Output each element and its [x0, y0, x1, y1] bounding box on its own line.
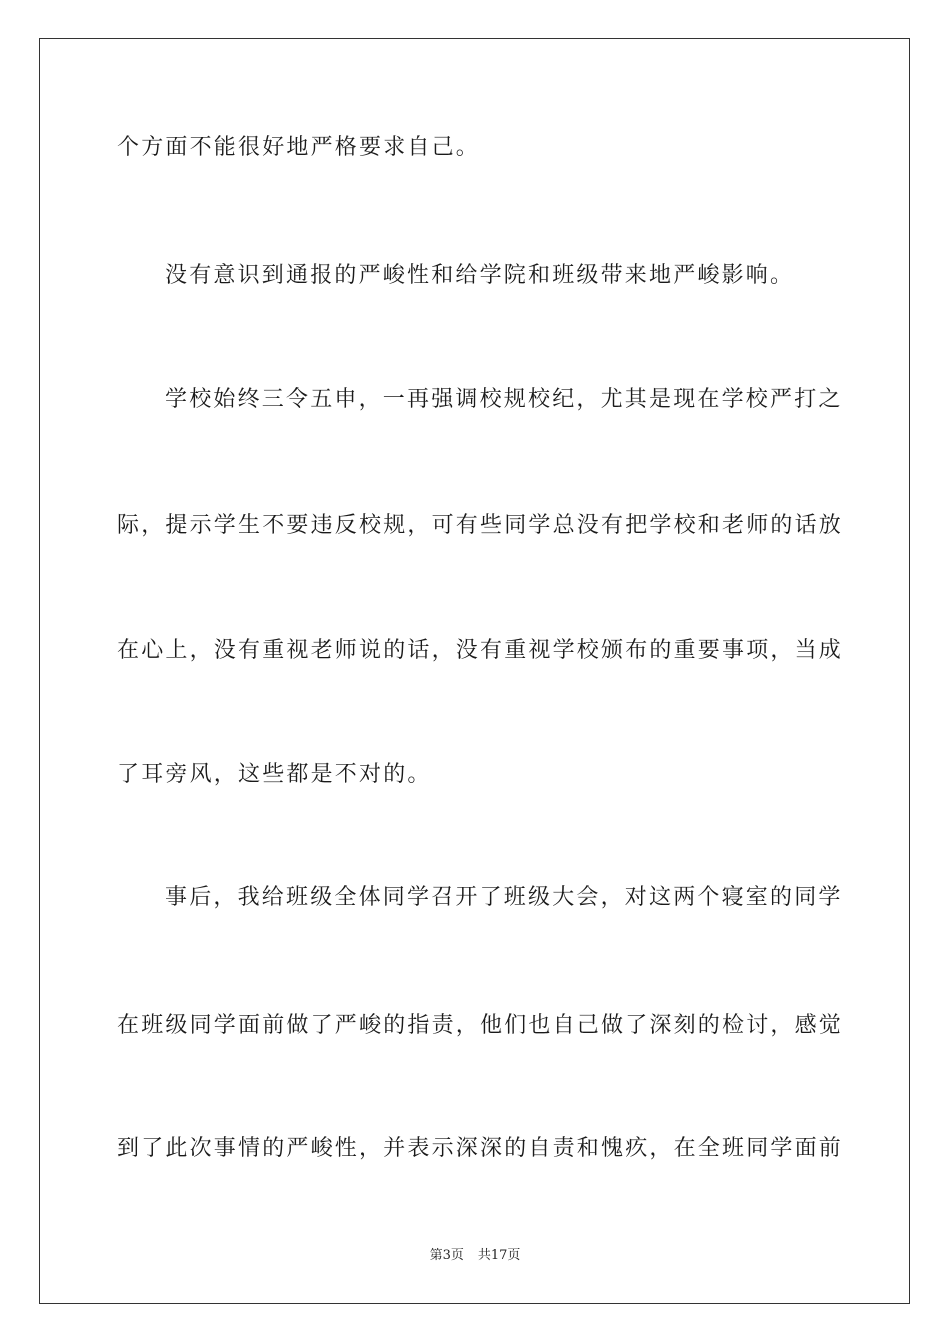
- total-pages: 共17页: [477, 1248, 521, 1263]
- page-number: 第3页: [429, 1248, 464, 1263]
- text-line: 际，提示学生不要违反校规，可有些同学总没有把学校和老师的话放: [117, 513, 844, 538]
- text-line: 学校始终三令五申，一再强调校规校纪，尤其是现在学校严打之: [165, 387, 843, 412]
- page-footer: [0, 1244, 950, 1263]
- text-line: 事后，我给班级全体同学召开了班级大会，对这两个寝室的同学: [165, 885, 843, 910]
- text-line: 了耳旁风，这些都是不对的。: [117, 762, 432, 787]
- text-line: 没有意识到通报的严峻性和给学院和班级带来地严峻影响。: [165, 263, 795, 288]
- page-border: [39, 38, 910, 1304]
- text-line: 在班级同学面前做了严峻的指责，他们也自己做了深刻的检讨，感觉: [117, 1013, 844, 1038]
- text-line: 个方面不能很好地严格要求自己。: [117, 135, 481, 160]
- text-line: 在心上，没有重视老师说的话，没有重视学校颁布的重要事项，当成: [117, 638, 844, 663]
- text-line: 到了此次事情的严峻性，并表示深深的自责和愧疚，在全班同学面前: [117, 1136, 844, 1161]
